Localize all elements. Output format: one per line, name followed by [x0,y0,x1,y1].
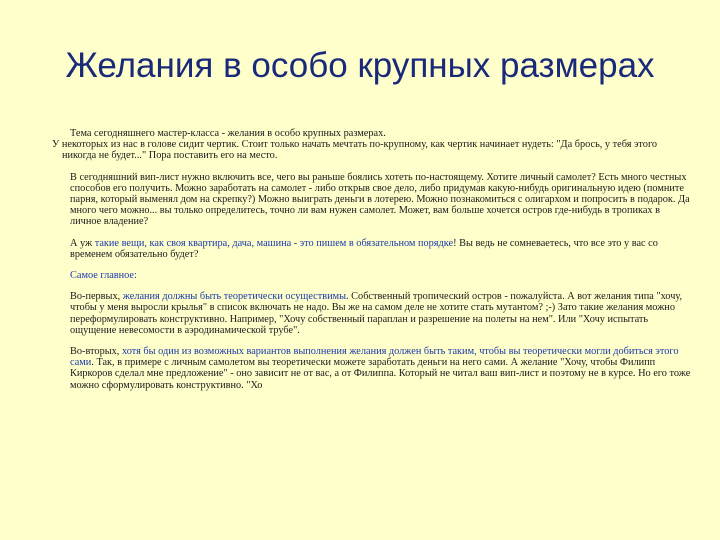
intro-paragraph: Тема сегодняшнего мастер-класса - желания в особо крупных размерах. [70,128,386,139]
paragraph-inner-devil: У некоторых из нас в голове сидит чертик. Стоит только начать мечтать по-крупному, как чертик начинает нудеть: "Да брось, у тебя этого никогда не будет..." Пора поставить его на место. [52,139,658,162]
must-have-highlight: такие вещи, как своя квартира, дача, машина - это пишем в обязательном порядке [94,237,454,249]
slide-body [52,128,692,391]
first-rule-lead: Во-первых, [70,291,123,303]
slide-title: Желания в особо крупных размерах [65,46,655,85]
paragraph-second-rule [52,346,692,391]
paragraph-first-rule [52,291,692,336]
paragraph-must-have-lead: А уж [70,237,95,249]
paragraph-vip-list: В сегодняшний вип-лист нужно включить все, чего вы раньше боялись хотеть по-настоящему. Хотите личный самолет? Есть много честных способов его получить. Можно заработать на самолет - либо открыв свое дело, либо придумав какую-нибудь оригинальную идею (помните парня, который выменял дом на скрепку?) Можно выиграть деньги в лотерею. Можно познакомиться с олигархом и попросить в подарок. Да много чего можно... вы только определитесь, точно ли вам нужен самолет. Может, вам больше хочется остров где-нибудь в тропиках в личное владение? [70,171,690,228]
second-rule-highlight: хотя бы один из возможных вариантов выполнения желания должен быть таким, чтобы вы теоретически могли добиться этого сами [70,346,679,369]
first-rule-tail: . Собственный тропический остров - пожалуйста. А вот желания типа "хочу, чтобы у меня выросли крылья" в список включать не надо. Вы же на самом деле не хотите стать мутантом? ;-) Зато такие желания можно переформулировать конструктивно. Например, "Хочу собственный параплан и разрешение на полеты на нем". Или "Хочу испытать ощущение невесомости в аэродинамической трубе". [70,291,683,336]
first-rule-highlight: желания должны быть теоретически осуществимы [122,291,347,303]
paragraph-must-have [52,238,692,260]
second-rule-tail: . Так, в примере с личным самолетом вы теоретически можете заработать деньги на него сами. А желание "Хочу, чтобы Филипп Киркоров сделал мне предложение" - оно зависит не от вас, а от Филиппа. Который не читал ваш вип-лист и поэтому не в курсе. Но его тоже можно сформулировать конструктивно. "Хо [70,357,691,391]
main-point-label: Самое главное: [70,270,137,282]
second-rule-lead: Во-вторых, [70,346,122,358]
paragraph-must-have-tail: ! Вы ведь не сомневаетесь, что все это у вас со временем обязательно будет? [70,237,658,260]
